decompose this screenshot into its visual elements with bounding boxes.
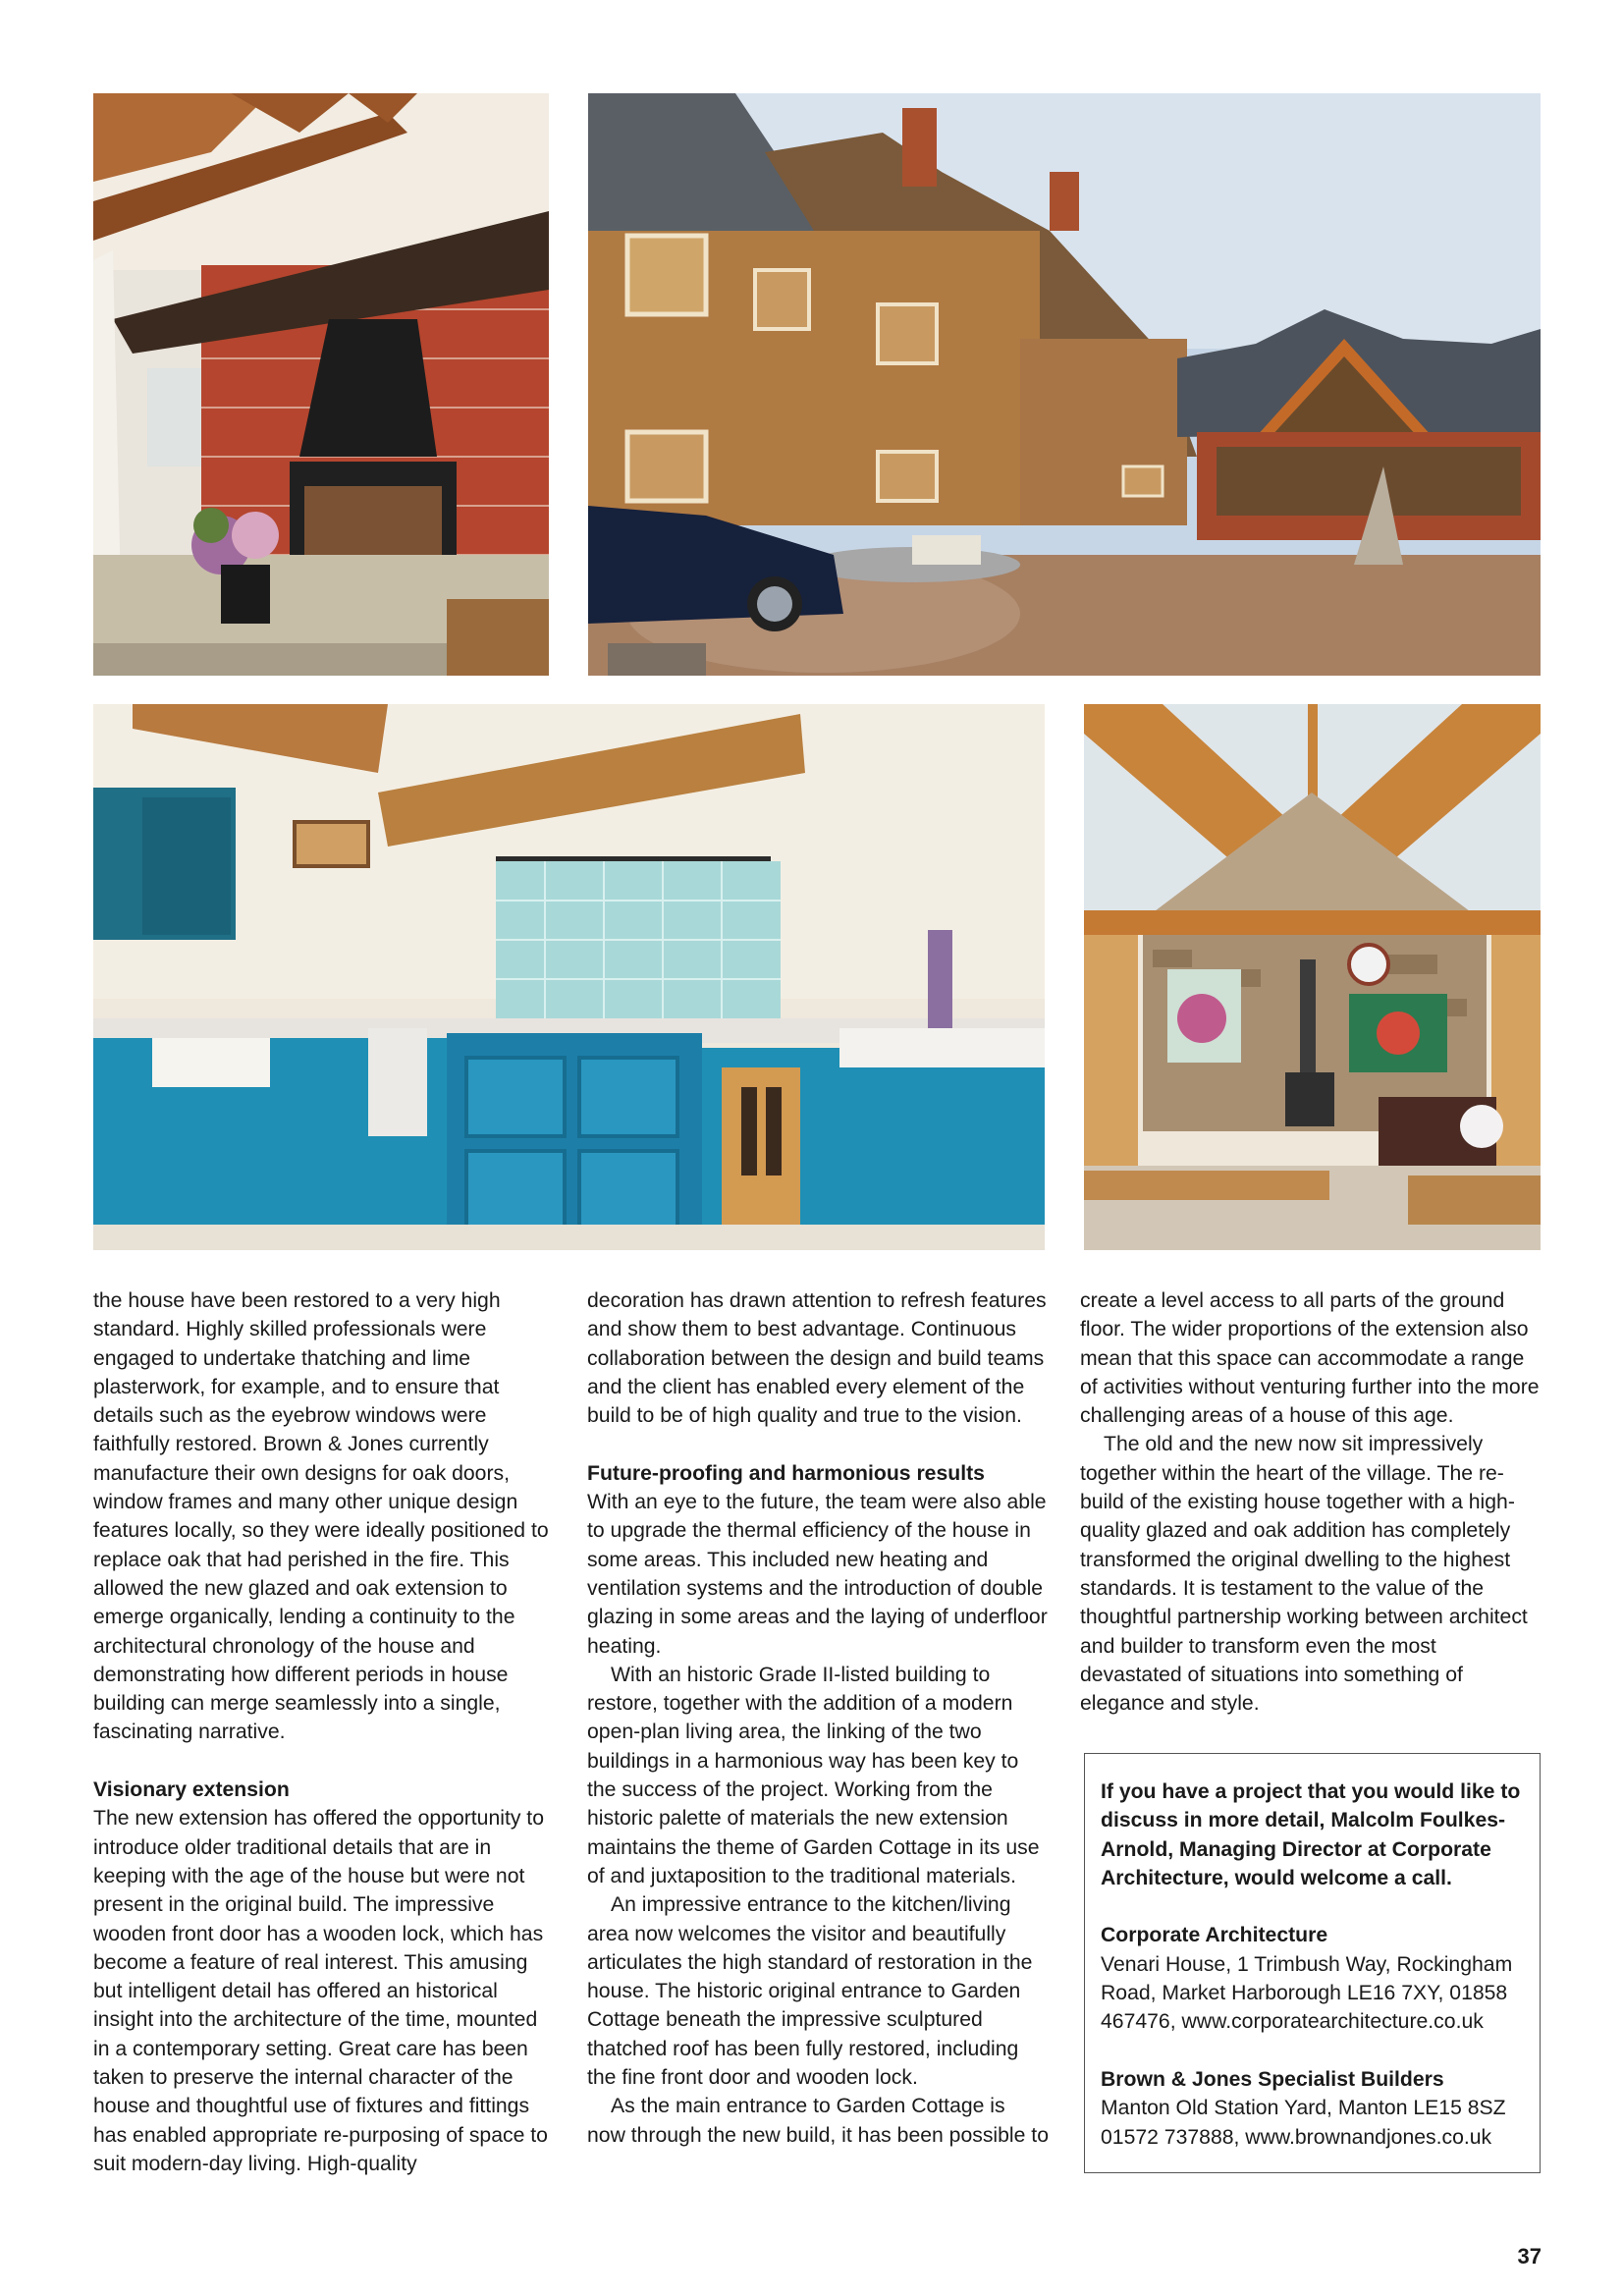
company-name-corporate-architecture: Corporate Architecture bbox=[1101, 1924, 1328, 1947]
company-details-brown-jones: Manton Old Station Yard, Manton LE15 8SZ 01572 737888, www.brownandjones.co.uk bbox=[1101, 2097, 1506, 2149]
column2-paragraph: As the main entrance to Garden Cottage is now through the new build, it has been possible to bbox=[587, 2095, 1049, 2147]
column2-paragraph: An impressive entrance to the kitchen/living area now welcomes the visitor and beautifully articulates the high standard of restoration in the house. The historic original entrance to Garden Cottage beneath the impressive sculptured thatched roof has been fully restored, including the fine front door and wooden lock. bbox=[587, 1893, 1033, 2090]
section-heading-future-proofing: Future-proofing and harmonious results bbox=[587, 1461, 985, 1485]
page-number: 37 bbox=[1517, 2244, 1542, 2269]
photo-fireplace bbox=[93, 93, 549, 676]
column1-paragraph: the house have been restored to a very high standard. Highly skilled professionals were engaged to undertake thatching and lime plasterwork, for example, and to ensure that details such as the eyebrow windows were faithfully restored. Brown & Jones currently manufacture their own designs for oak doors, window frames and many other unique design features locally, so they were ideally positioned to replace oak that had perished in the fire. This allowed the new glazed and oak extension to emerge organically, lending a continuity to the architectural chronology of the house and demonstrating how different periods in house building can merge seamlessly into a single, fascinating narrative. bbox=[93, 1289, 549, 1744]
photo-cottage-exterior bbox=[588, 93, 1541, 676]
contact-box bbox=[1084, 1753, 1541, 2173]
article-column-1 bbox=[93, 1286, 555, 2178]
article-column-3 bbox=[1080, 1286, 1542, 1718]
photo-living-space bbox=[1084, 704, 1541, 1250]
article-column-2 bbox=[587, 1286, 1049, 2150]
column2-paragraph: decoration has drawn attention to refresh features and show them to best advantage. Continuous collaboration between the design and build teams and the client has enabled every element of the build to be of high quality and true to the vision. bbox=[587, 1289, 1047, 1428]
contact-intro: If you have a project that you would like to discuss in more detail, Malcolm Foulkes-Arnold, Managing Director at Corporate Architecture, would welcome a call. bbox=[1101, 1780, 1521, 1889]
column2-paragraph: With an eye to the future, the team were also able to upgrade the thermal efficiency of the house in some areas. This included new heating and ventilation systems and the introduction of double glazing in some areas and the laying of underfloor heating. bbox=[587, 1491, 1048, 1658]
column2-paragraph: With an historic Grade II-listed building to restore, together with the addition of a modern open-plan living area, the linking of the two buildings in a harmonious way has been key to the success of the project. Working from the historic palette of materials the new extension maintains the theme of Garden Cottage in its use of and juxtaposition to the traditional materials. bbox=[587, 1663, 1040, 1887]
column3-paragraph: create a level access to all parts of the ground floor. The wider proportions of the extension also mean that this space can accommodate a range of activities without venturing further into the more challenging areas of a house of this age. bbox=[1080, 1289, 1540, 1428]
photo-kitchen bbox=[93, 704, 1045, 1250]
column1-paragraph: The new extension has offered the opportunity to introduce older traditional details that are in keeping with the age of the house but were not present in the original build. The impressive wooden front door has a wooden lock, which has become a feature of real interest. This amusing but intelligent detail has offered an historical insight into the architecture of the time, mounted in a contemporary setting. Great care has been taken to preserve the internal character of the house and thoughtful use of fixtures and fittings has enabled appropriate re-purposing of space to suit modern-day living. High-quality bbox=[93, 1807, 548, 2175]
company-details-corporate-architecture: Venari House, 1 Trimbush Way, Rockingham Road, Market Harborough LE16 7XY, 01858 467476, www.corporatearchitecture.co.uk bbox=[1101, 1952, 1513, 2034]
column3-paragraph: The old and the new now sit impressively together within the heart of the village. The re-build of the existing house together with a high-quality glazed and oak addition has completely transformed the original dwelling to the highest standards. It is testament to the value of the thoughtful partnership working between architect and builder to transform even the most devastated of situations into something of elegance and style. bbox=[1080, 1433, 1528, 1716]
section-heading-visionary-extension: Visionary extension bbox=[93, 1778, 290, 1802]
company-name-brown-jones: Brown & Jones Specialist Builders bbox=[1101, 2067, 1444, 2091]
